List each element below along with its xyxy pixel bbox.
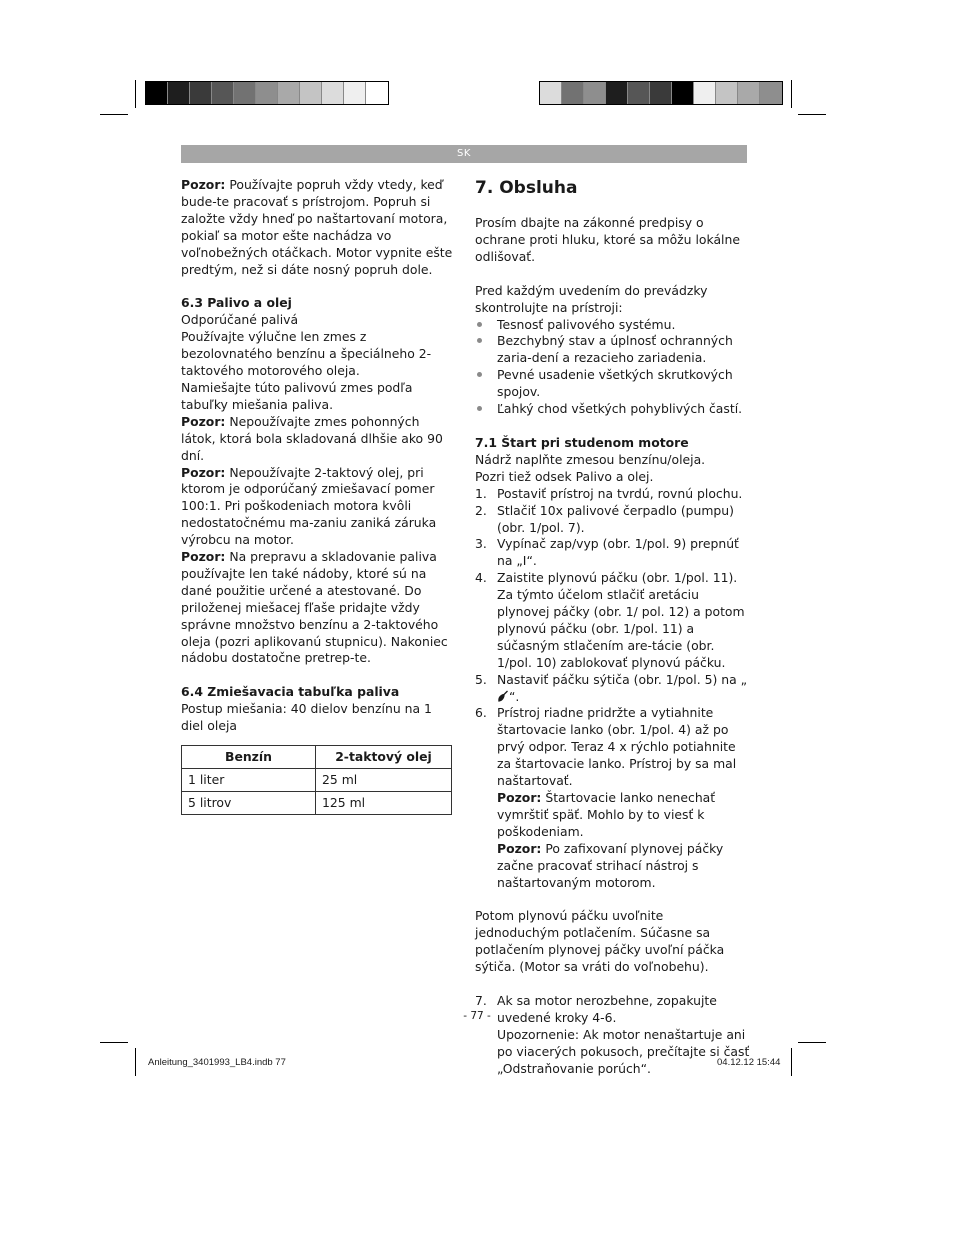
color-calibration-bar-right [539, 81, 783, 105]
color-swatch [716, 82, 738, 104]
section-heading: 7.1 Štart pri studenom motore [475, 434, 689, 450]
warning-paragraph [181, 549, 453, 667]
color-swatch [344, 82, 366, 104]
list-item: 1. Postaviť prístroj na tvrdú, rovnú plochu. [475, 485, 743, 501]
crop-mark [100, 114, 128, 115]
bullet-icon [477, 322, 482, 327]
left-column [181, 177, 453, 815]
list-item: 6. Prístroj riadne pridržte a vytiahnite štartovacie lanko (obr. 1/pol. 4) až po prvý odpor. Teraz 4 x rýchlo potiahnite za štartovacie lanko. Prístroj by sa mal naštartovať. Pozor: Štartovacie lanko nenechať vymrštiť späť. Mohlo by to viesť k poškodeniam. Pozor: Po zafixovaní plynovej páčky začne pracovať strihací nástroj s naštartovaným motorom. [475, 705, 737, 890]
color-swatch [212, 82, 234, 104]
paragraph: Nádrž naplňte zmesou benzínu/oleja. [475, 451, 706, 467]
warning-paragraph [181, 465, 453, 550]
check-list [475, 317, 751, 418]
list-item: Ľahký chod všetkých pohyblivých častí. [475, 401, 751, 418]
color-swatch [694, 82, 716, 104]
paragraph: Namiešajte túto palivovú zmes podľa tabuľky miešania paliva. [181, 379, 413, 412]
color-swatch [672, 82, 694, 104]
list-item: Tesnosť palivového systému. [475, 317, 751, 334]
color-swatch [322, 82, 344, 104]
chapter-title: 7. Obsluha [475, 178, 578, 198]
crop-mark [798, 1042, 826, 1043]
color-swatch [256, 82, 278, 104]
paragraph: Používajte výlučne len zmes z bezolovnatého benzínu a špeciálneho 2-taktového motorového oleja. [181, 329, 432, 379]
crop-mark [135, 80, 136, 108]
table-header-row [182, 746, 452, 769]
table-header-cell: Benzín [182, 746, 316, 769]
bullet-icon [477, 338, 482, 343]
choke-icon [497, 690, 509, 702]
paragraph: Pred každým uvedením do prevádzky skontrolujte na prístroji: [475, 282, 708, 315]
warning-text: Nepoužívajte 2-taktový olej, pri ktorom je odporúčaný zmiešavací pomer 100:1. Pri poškodeniach motora kvôli nedostatočnému ma-zaniu zaniká záruka výrobcu na motor. [181, 464, 437, 548]
table-header-cell: 2-taktový olej [316, 746, 452, 769]
color-swatch [738, 82, 760, 104]
bullet-icon [477, 372, 482, 377]
table-cell: 25 ml [316, 769, 452, 792]
color-swatch [234, 82, 256, 104]
right-column [475, 177, 751, 1078]
warning-text: Používajte popruh vždy vtedy, keď bude-te pracovať s prístrojom. Popruh si založte vždy hneď po naštartovaní motora, pokiaľ sa motor ešte nachádza vo voľnobežných otáčkach. Motor vypnite ešte predtým, než si dáte nosný popruh dole. [181, 177, 453, 277]
color-swatch [190, 82, 212, 104]
color-swatch [366, 82, 388, 104]
table-cell: 1 liter [182, 769, 316, 792]
warning-text: Nepoužívajte zmes pohonných látok, ktorá bola skladovaná dlhšie ako 90 dní. [181, 413, 443, 463]
color-swatch [606, 82, 628, 104]
paragraph: Potom plynovú páčku uvoľnite jednoduchým potlačením. Súčasne sa potlačením plynovej páčky uvoľní páčka sýtiča. (Motor sa vráti do voľnobehu). [475, 908, 725, 975]
footer-filename: Anleitung_3401993_LB4.indb 77 [148, 1057, 286, 1068]
warning-label: Pozor: [181, 413, 226, 429]
bullet-icon [477, 406, 482, 411]
crop-mark [100, 1042, 128, 1043]
list-item: 5. Nastaviť páčku sýtiča (obr. 1/pol. 5) na „“. [475, 671, 748, 704]
paragraph: Postup miešania: 40 dielov benzínu na 1 diel oleja [181, 701, 432, 734]
color-swatch [540, 82, 562, 104]
step-list [475, 993, 751, 1078]
page-number: - 77 - [463, 1010, 491, 1022]
color-swatch [760, 82, 782, 104]
warning-paragraph [181, 414, 453, 465]
paragraph: Odporúčané palivá [181, 312, 299, 328]
color-calibration-bar-left [145, 81, 389, 105]
list-item: Bezchybný stav a úplnosť ochranných zaria-dení a rezacieho zariadenia. [475, 333, 751, 367]
color-swatch [168, 82, 190, 104]
list-item: 4. Zaistite plynovú páčku (obr. 1/pol. 11). Za týmto účelom stlačiť aretáciu plynovej páčky (obr. 1/ pol. 12) a potom plynovú páčku (obr. 1/pol. 11) a súčasným stlačením are-tácie (obr. 1/pol. 10) zablokovať plynovú páčku. [475, 570, 745, 670]
section-heading: 6.4 Zmiešavacia tabuľka paliva [181, 684, 400, 700]
crop-mark [135, 1048, 136, 1076]
crop-mark [798, 114, 826, 115]
table-row [182, 769, 452, 792]
language-bar: SK [181, 145, 747, 163]
color-swatch [562, 82, 584, 104]
warning-text: Na prepravu a skladovanie paliva používajte len také nádoby, ktoré sú na dané použitie určené a atestované. Do priloženej miešacej fľaše pridajte vždy správne množstvo benzínu a 2-taktového oleja (pozri aplikovanú stupnicu). Nakoniec nádobu dostatočne pretrep-te. [181, 549, 448, 666]
list-item: 7. Ak sa motor nerozbehne, zopakujte uvedené kroky 4-6. Upozornenie: Ak motor nenaštartuje ani po viacerých pokusoch, prečítajte si časť „Odstraňovanie porúch“. [475, 993, 750, 1076]
color-swatch [278, 82, 300, 104]
table-row [182, 792, 452, 815]
step-list [475, 486, 751, 892]
crop-mark [791, 80, 792, 108]
color-swatch [146, 82, 168, 104]
warning-label: Pozor: [181, 177, 226, 192]
crop-mark [791, 1048, 792, 1076]
fuel-mix-table [181, 745, 452, 815]
warning-paragraph [181, 177, 453, 278]
list-item: Pevné usadenie všetkých skrutkových spojov. [475, 367, 751, 401]
list-item: 3. Vypínač zap/vyp (obr. 1/pol. 9) prepnúť na „I“. [475, 536, 739, 569]
color-swatch [650, 82, 672, 104]
section-heading: 6.3 Palivo a olej [181, 295, 292, 311]
table-cell: 125 ml [316, 792, 452, 815]
color-swatch [584, 82, 606, 104]
warning-label: Pozor: [181, 549, 226, 565]
list-item: 2. Stlačiť 10x palivové čerpadlo (pumpu) (obr. 1/pol. 7). [475, 502, 734, 535]
color-swatch [628, 82, 650, 104]
footer-timestamp: 04.12.12 15:44 [717, 1057, 781, 1068]
warning-label: Pozor: [181, 464, 226, 480]
paragraph: Pozri tiež odsek Palivo a olej. [475, 468, 654, 484]
paragraph: Prosím dbajte na zákonné predpisy o ochrane proti hluku, ktoré sa môžu lokálne odlišovať. [475, 215, 740, 264]
color-swatch [300, 82, 322, 104]
warning-label: Pozor: [497, 790, 542, 805]
warning-label: Pozor: [497, 840, 542, 856]
table-cell: 5 litrov [182, 792, 316, 815]
